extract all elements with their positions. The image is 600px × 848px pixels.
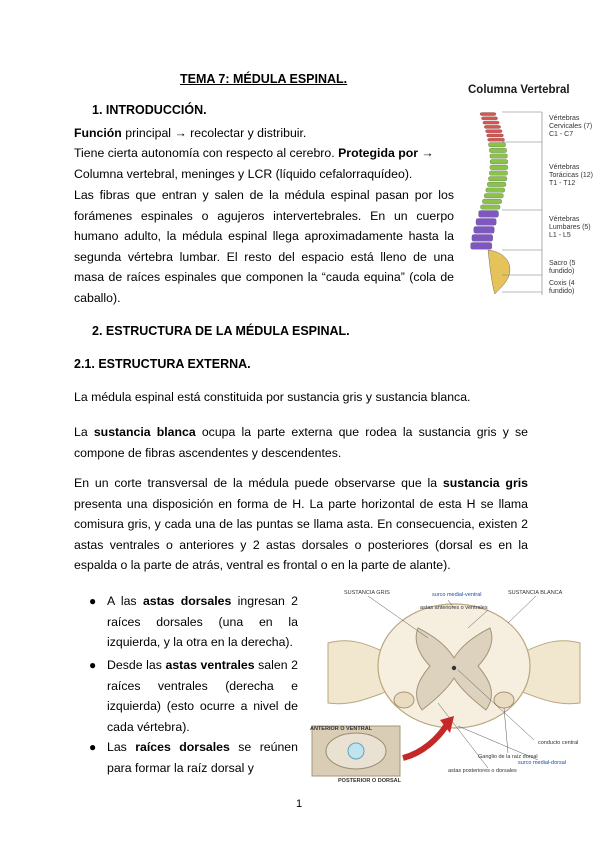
label-surco-medial-dorsal: surco medial-dorsal bbox=[518, 760, 566, 766]
bullet-item bbox=[89, 591, 299, 653]
cervical-vertebra bbox=[485, 130, 502, 133]
p2-text-a: La bbox=[74, 425, 94, 439]
sustancia-blanca-term: sustancia blanca bbox=[93, 425, 196, 439]
lumbar-vertebra bbox=[472, 235, 493, 242]
bullet-text: salen 2 raíces ventrales (derecha e izquierda) (esto ocurre a nivel de cada vértebra). bbox=[107, 658, 298, 734]
sustancia-gris-term: sustancia gris bbox=[442, 476, 528, 490]
lumbar-vertebra bbox=[476, 219, 496, 226]
bullet-text: Desde las bbox=[107, 658, 166, 672]
cervical-vertebra bbox=[483, 121, 499, 124]
cervical-vertebra bbox=[487, 134, 504, 137]
label-sustancia-blanca: SUSTANCIA BLANCA bbox=[508, 590, 563, 596]
label-anterior-ventral: ANTERIOR O VENTRAL bbox=[310, 726, 373, 732]
cervical-vertebra bbox=[488, 138, 505, 141]
paragraph-sustancia-blanca bbox=[74, 422, 528, 463]
thoracic-vertebra bbox=[486, 188, 505, 192]
lumbar-vertebra bbox=[479, 211, 499, 218]
p3-text-b: presenta una disposición en forma de H. La parte horizontal de esta H se llama comisura gris, y cada una de las puntas se llama asta. En consecuencia, existen 2 astas ventrales o anteriores y 2 astas dorsales o posteriores (dorsal es en la espalda o la parte de atrás, ventral es frontal o en la parte de alante). bbox=[74, 496, 528, 572]
bullet-dot-icon: ● bbox=[89, 594, 97, 608]
bullet-dot-icon: ● bbox=[89, 740, 97, 754]
thoracic-vertebra bbox=[490, 165, 508, 169]
thoracic-vertebra bbox=[480, 205, 500, 209]
label-sustancia-gris: SUSTANCIA GRIS bbox=[344, 590, 390, 596]
thoracic-vertebra bbox=[487, 182, 506, 186]
thoracic-vertebra bbox=[488, 143, 505, 147]
section-heading-estructura: 2. ESTRUCTURA DE LA MÉDULA ESPINAL. bbox=[92, 324, 350, 338]
bullet-term: astas ventrales bbox=[165, 658, 255, 672]
label-ganglio-raiz-dorsal: Ganglio de la raíz dorsal bbox=[478, 754, 538, 760]
autonomia-text: Tiene cierta autonomía con respecto al cerebro. bbox=[74, 146, 339, 160]
paragraph-constitucion: La médula espinal está constituida por sustancia gris y sustancia blanca. bbox=[74, 390, 471, 404]
intro-line-autonomia bbox=[74, 143, 456, 164]
dorsal-ganglion-left bbox=[394, 692, 414, 708]
bullet-item bbox=[89, 655, 298, 737]
bullet-dot-icon: ● bbox=[89, 658, 97, 672]
intro-line-columna: Columna vertebral, meninges y LCR (líquido cefalorraquídeo). bbox=[74, 167, 413, 181]
spine-label-lumbar: Vértebras Lumbares (5) L1 - L5 bbox=[549, 216, 591, 239]
thoracic-vertebra bbox=[482, 199, 501, 203]
central-canal bbox=[452, 666, 456, 670]
spine-label-thoracic: Vértebras Torácicas (12) T1 - T12 bbox=[549, 164, 593, 187]
label-astas-anteriores: astas anteriores o ventrales bbox=[420, 605, 488, 611]
cervical-vertebra bbox=[481, 117, 497, 120]
label-astas-posteriores: astas posteriores o dorsales bbox=[448, 768, 517, 774]
thoracic-vertebra bbox=[484, 194, 503, 198]
bullet-text: A las bbox=[107, 594, 143, 608]
lumbar-vertebra bbox=[474, 227, 495, 234]
bullet-text: se reúnen para formar la raíz dorsal y bbox=[107, 740, 298, 775]
arrow-icon bbox=[403, 726, 446, 758]
thoracic-vertebra bbox=[489, 148, 506, 152]
protegida-term: Protegida por → bbox=[338, 146, 434, 160]
p3-text-a: En un corte transversal de la médula puede observarse que la bbox=[74, 476, 443, 490]
bullet-term: astas dorsales bbox=[142, 594, 232, 608]
funcion-text: principal → recolectar y distribuir. bbox=[121, 126, 307, 140]
cervical-vertebra bbox=[480, 113, 496, 116]
label-conducto-central: conducto central bbox=[538, 740, 579, 746]
bullet-text: Las bbox=[107, 740, 136, 754]
subsection-heading-externa: 2.1. ESTRUCTURA EXTERNA. bbox=[74, 357, 251, 371]
intro-paragraph: Las fibras que entran y salen de la médula espinal pasan por los forámenes espinales o agujeros intervertebrales. En un cuerpo humano adulto, la médula espinal llega aproximadamente hasta la segunda vértebra lumbar. El resto del espacio está lleno de una masa de raíces espinales que componen la “cauda equina” (cola de caballo). bbox=[74, 188, 454, 305]
cervical-vertebra bbox=[484, 125, 501, 128]
page-title: TEMA 7: MÉDULA ESPINAL. bbox=[180, 72, 348, 86]
thoracic-vertebra bbox=[489, 171, 507, 175]
sacrum-coccyx bbox=[488, 250, 510, 294]
bullet-item bbox=[89, 737, 298, 778]
lumbar-vertebra bbox=[471, 243, 492, 250]
vertebra-inset-canal bbox=[348, 743, 364, 759]
label-surco-medial-ventral: surco medial-ventral bbox=[432, 592, 482, 598]
p2-text-b: ocupa la parte externa que rodea la sustancia gris y se compone de fibras ascendentes y descendentes. bbox=[74, 425, 528, 460]
label-posterior-dorsal: POSTERIOR O DORSAL bbox=[338, 778, 401, 784]
paragraph-sustancia-gris bbox=[74, 473, 528, 576]
thoracic-vertebra bbox=[488, 177, 507, 181]
thoracic-vertebra bbox=[490, 154, 508, 158]
page-number: 1 bbox=[296, 798, 303, 810]
spine-label-sacrum: Sacro (5 fundido) bbox=[549, 260, 576, 275]
spine-figure-title: Columna Vertebral bbox=[468, 84, 570, 96]
bullet-term: raíces dorsales bbox=[135, 740, 230, 754]
spinal-cord-diagram bbox=[308, 588, 600, 788]
section-heading-intro: 1. INTRODUCCIÓN. bbox=[92, 103, 207, 117]
spine-label-coccyx: Coxis (4 fundido) bbox=[549, 280, 575, 295]
funcion-term: Función bbox=[74, 126, 122, 140]
thoracic-vertebra bbox=[490, 160, 508, 164]
spine-label-cervical: Vértebras Cervicales (7) C1 - C7 bbox=[549, 115, 593, 138]
intro-line-funcion bbox=[74, 123, 456, 144]
bullet-text: ingresan 2 raíces dorsales (una en la izquierda, y la otra en la derecha). bbox=[107, 594, 299, 649]
